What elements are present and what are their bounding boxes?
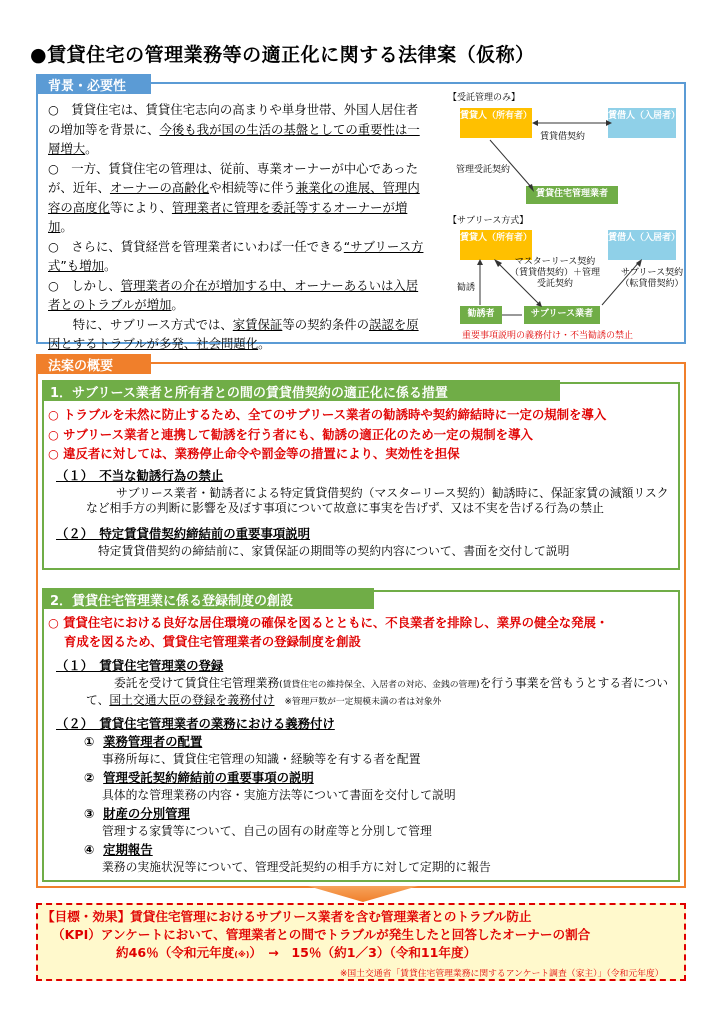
diagram-label-sublease: 【サブリース方式】 [448, 216, 529, 226]
section-1-heading: 1．サブリース業者と所有者との間の賃貸借契約の適正化に係る措置 [42, 380, 560, 401]
section-1-point-2: ○ サブリース業者と連携して勧誘を行う者にも、勧誘の適正化のため一定の規制を導入 [48, 427, 533, 442]
lease-contract-label: 賃貸借契約 [540, 132, 586, 142]
underline-text: “サブリース方式”も増加 [48, 238, 424, 273]
duties-list [84, 732, 674, 876]
diagram-label-consignment: 【受託管理のみ】 [448, 93, 521, 103]
regulation-note: 重要事項説明の義務付け・不当勧誘の禁止 [462, 331, 634, 341]
underline-text: 今後も我が国の生活の基盤としての重要性は一層増大 [48, 121, 420, 156]
sublessor-box: サブリース業者 [524, 306, 600, 324]
sublease-contract-label: サブリース契約（転貸借契約） [620, 268, 684, 289]
list-item: ① 業務管理者の配置 事務所毎に、賃貸住宅管理の知識・経験等を有する者を配置 [84, 734, 421, 766]
section-2-sub-1-body: 委託を受けて賃貸住宅管理業務(賃貸住宅の維持保全、入居者の対応、金銭の管理)を行う事業を営もうとする者について、国土交通大臣の登録を義務付け ※管理戸数が一定規模未満の者は対象外 [86, 676, 669, 707]
section-2-heading: 2．賃貸住宅管理業に係る登録制度の創設 [42, 588, 374, 609]
solicit-label: 勧誘 [457, 283, 476, 293]
underline-text: 国土交通大臣の登録を義務付け [109, 693, 275, 707]
tenant-box: 賃借人（入居者） [608, 230, 676, 260]
section-1-point-1: ○ トラブルを未然に防止するため、全てのサブリース業者の勧誘時や契約締結時に一定の規制を導入 [48, 407, 607, 422]
underline-text: オーナーの高齢化 [109, 180, 210, 195]
background-para-5: 特に、サブリース方式では、家賃保証等の契約条件の誤認を原因とするトラブルが多発、社会問題化。 [48, 316, 419, 351]
list-item: ③ 財産の分別管理 管理する家賃等について、自己の固有の財産等と分別して管理 [84, 806, 432, 838]
section-1-sub-1-heading: （１） 不当な勧誘行為の禁止 [56, 468, 224, 483]
background-text [48, 100, 428, 354]
master-lease-label: マスターリース契約（賃貸借契約）＋管理受託契約 [510, 257, 601, 289]
background-tab: 背景・必要性 [36, 74, 151, 94]
section-1-point-3: ○ 違反者に対しては、業務停止命令や罰金等の措置により、実効性を担保 [48, 446, 460, 461]
goal-line-1: 【目標・効果】賃貸住宅管理におけるサブリース業者を含む管理業者とのトラブル防止 [42, 909, 532, 924]
section-1-sub-2-body: 特定賃貸借契約の締結前に、家賃保証の期間等の契約内容について、書面を交付して説明 [98, 544, 570, 558]
down-arrow-icon [308, 886, 418, 902]
goal-line-3: 約46％（令和元年度(※)） → 15％（約1／3）（令和11年度） [116, 945, 477, 960]
underline-text: 家賃保証 [232, 316, 283, 332]
background-para-3: ○ さらに、賃貸経営を管理業者にいわば一任できる“サブリース方式”も増加。 [48, 238, 424, 273]
list-item: ④ 定期報告 業務の実施状況等について、管理受託契約の相手方に対して定期的に報告 [84, 842, 491, 874]
tenant-box: 賃借人（入居者） [608, 108, 676, 138]
background-para-2: ○ 一方、賃貸住宅の管理は、従前、専業オーナーが中心であったが、近年、オーナーの高齢化や相続等に伴う兼業化の進展、管理内容の高度化等により、管理業者に管理を委託等するオーナーが増加。 [48, 160, 420, 234]
manager-box: 賃貸住宅管理業者 [526, 186, 618, 204]
underline-text: 管理業者に管理を委託等するオーナーが増加 [48, 199, 408, 234]
solicitor-box: 勧誘者 [460, 306, 502, 324]
section-1-sub-2-heading: （２） 特定賃貸借契約締結前の重要事項説明 [56, 526, 311, 541]
background-para-1: ○ 賃貸住宅は、賃貸住宅志向の高まりや単身世帯、外国人居住者の増加等を背景に、今後も我が国の生活の基盤としての重要性は一層増大。 [48, 102, 420, 156]
diagram1-arrows [440, 100, 680, 210]
section-1-sub-1-body: サブリース業者・勧誘者による特定賃貸借契約（マスターリース契約）勧誘時に、保証家賃の減額リスクなど相手方の判断に影響を及ぼす事項について故意に事実を告げず、又は不実を告げる行為の禁止 [86, 486, 669, 515]
goal-line-2: （KPI）アンケートにおいて、管理業者との間でトラブルが発生したと回答したオーナーの割合 [52, 927, 591, 942]
goal-footnote: ※国土交通省「賃貸住宅管理業務に関するアンケート調査（家主）」（令和元年度） [340, 969, 664, 979]
section-2-sub-2-heading: （２） 賃貸住宅管理業者の業務における義務付け [56, 716, 335, 731]
owner-box: 賃貸人（所有者） [460, 230, 532, 260]
underline-text: 誤認を原因とするトラブルが多発、社会問題化 [48, 316, 419, 351]
background-para-4: ○ しかし、管理業者の介在が増加する中、オーナーあるいは入居者とのトラブルが増加。 [48, 277, 419, 312]
section-2-point-1: ○ 賃貸住宅における良好な居住環境の確保を図るとともに、不良業者を排除し、業界の健全な発展・ [48, 615, 609, 630]
list-item: ② 管理受託契約締結前の重要事項の説明 具体的な管理業務の内容・実施方法等について書面を交付して説明 [84, 770, 456, 802]
overview-tab: 法案の概要 [36, 354, 151, 374]
section-2-sub-1-heading: （１） 賃貸住宅管理業の登録 [56, 658, 224, 673]
underline-text: 兼業化の進展、管理内容の高度化 [48, 180, 420, 215]
mgmt-contract-label: 管理受託契約 [456, 165, 511, 175]
owner-box: 賃貸人（所有者） [460, 108, 532, 138]
section-2-point-1-cont: 育成を図るため、賃貸住宅管理業者の登録制度を創設 [64, 634, 361, 649]
page-title: ●賃貸住宅の管理業務等の適正化に関する法律案（仮称） [30, 44, 535, 66]
underline-text: 管理業者の介在が増加する中、オーナーあるいは入居者とのトラブルが増加 [48, 277, 419, 312]
